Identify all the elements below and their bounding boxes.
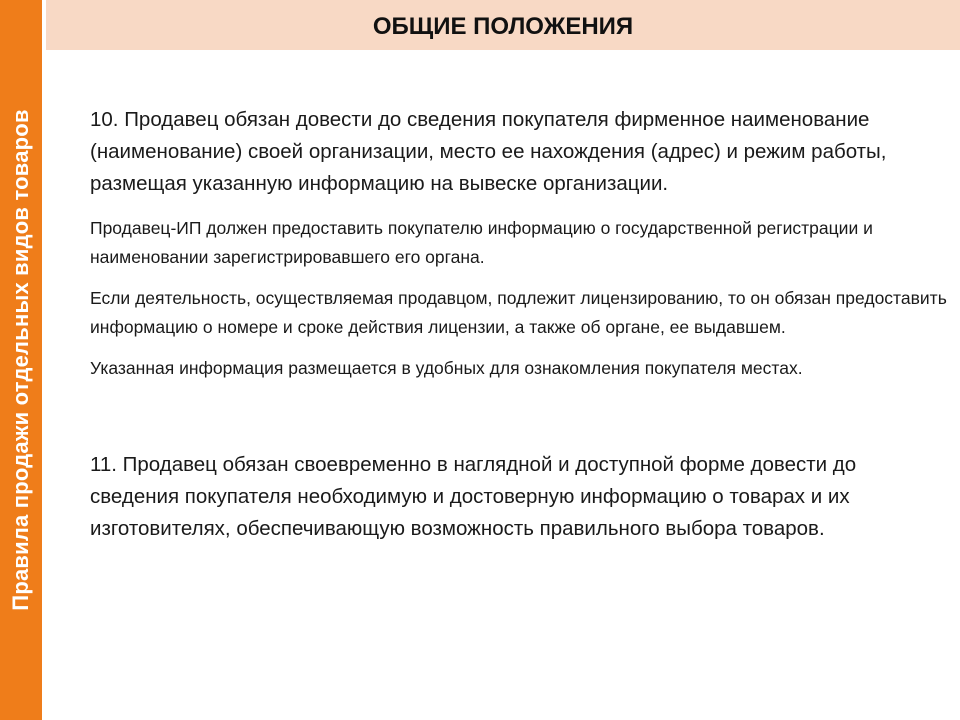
paragraph-11: 11. Продавец обязан своевременно в наглядной и доступной форме довести до сведения покупателя необходимую и достоверную информацию о товарах и их изготовителях, обеспечивающую возможность правильного выбора товаров. xyxy=(90,453,857,540)
sidebar-divider xyxy=(42,0,46,720)
slide-content xyxy=(90,104,950,545)
paragraph-10: 10. Продавец обязан довести до сведения покупателя фирменное наименование (наименование) своей организации, место ее нахождения (адрес) и режим работы, размещая указанную информацию на вывеске организации. xyxy=(90,108,887,195)
sidebar-title: Правила продажи отдельных видов товаров xyxy=(8,109,33,611)
paragraph-ip-info: Продавец-ИП должен предоставить покупателю информацию о государственной регистрации и наименовании зарегистрировавшего его органа. xyxy=(90,218,873,267)
paragraph-license-info: Если деятельность, осуществляемая продавцом, подлежит лицензированию, то он обязан предоставить информацию о номере и сроке действия лицензии, а также об органе, ее выдавшем. xyxy=(90,288,947,337)
paragraph-placement-info: Указанная информация размещается в удобных для ознакомления покупателя местах. xyxy=(90,358,803,378)
page-title: ОБЩИЕ ПОЛОЖЕНИЯ xyxy=(372,13,634,40)
